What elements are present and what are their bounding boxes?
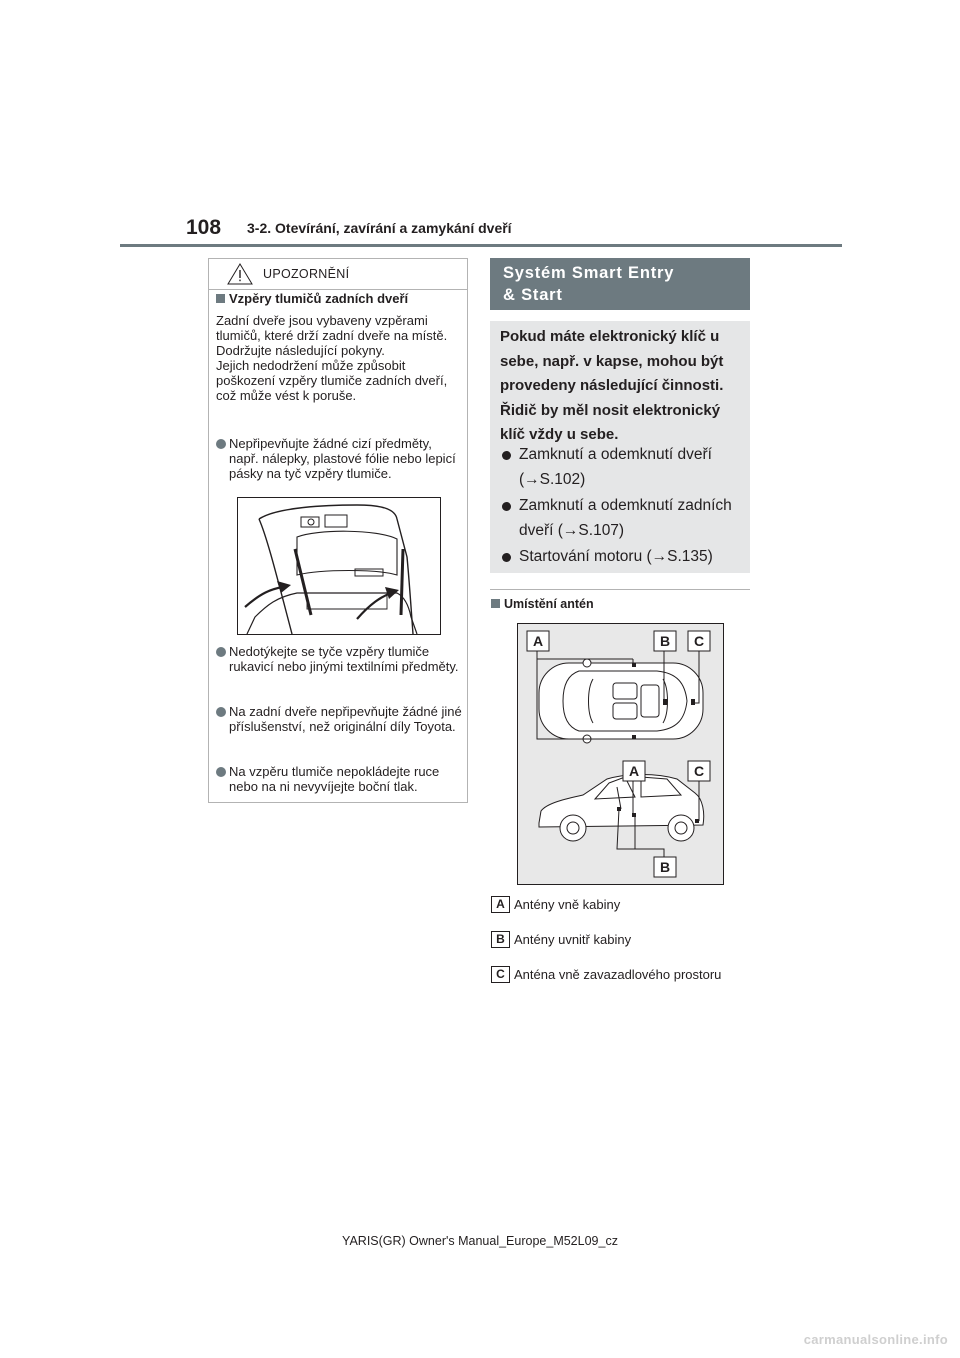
footer-text: YARIS(GR) Owner's Manual_Europe_M52L09_cz (342, 1234, 618, 1248)
diagram-label-b: B (659, 633, 671, 649)
smart-entry-intro: Pokud máte elektronický klíč u sebe, např. v kapse, mohou být provedeny následující činnosti. Řidič by měl nosit elektronický klíč vždy u sebe. (500, 328, 724, 443)
legend-text: Antény vně kabiny (514, 897, 621, 912)
smart-entry-item-text: Zamknutí a odemknutí zadních dveří (→S.107) (519, 497, 732, 539)
square-bullet-icon (216, 294, 225, 303)
caution-subheading-text: Vzpěry tlumičů zadních dveří (229, 291, 409, 306)
caution-bullet-text: Nedotýkejte se tyče vzpěry tlumiče rukavicí nebo jinými textilními předměty. (229, 644, 459, 674)
rear-door-strut-illustration (237, 497, 441, 635)
caution-bullet (216, 436, 464, 481)
smart-entry-item-text: Startování motoru (→S.135) (519, 548, 713, 565)
page-number: 108 (186, 216, 222, 239)
bullet-dot-icon (502, 502, 511, 511)
diagram-label-a: A (628, 763, 640, 779)
legend-text: Anténa vně zavazadlového prostoru (514, 967, 722, 982)
smart-entry-title: Systém Smart Entry & Start (503, 264, 675, 304)
caution-bullet-text: Na vzpěru tlumiče nepokládejte ruce nebo na ni nevyvíjejte boční tlak. (229, 764, 440, 794)
bullet-dot-icon (216, 707, 226, 717)
smart-entry-intro-box (490, 321, 750, 573)
diagram-label-a: A (532, 633, 544, 649)
caution-box (208, 258, 468, 803)
section-title: 3-2. Otevírání, zavírání a zamykání dveří (247, 220, 512, 236)
caution-title: UPOZORNĚNÍ (263, 267, 350, 281)
legend-letter: A (491, 896, 510, 913)
caution-bullet-text: Na zadní dveře nepřipevňujte žádné jiné příslušenství, než originální díly Toyota. (229, 704, 462, 734)
car-top-view (539, 659, 703, 743)
bullet-dot-icon (216, 439, 226, 449)
smart-entry-item-text: Zamknutí a odemknutí dveří (→S.102) (519, 446, 712, 488)
caution-bullet (216, 764, 464, 794)
antenna-heading (491, 597, 594, 611)
antenna-heading-text: Umístění antén (504, 597, 594, 611)
caution-subheading (216, 291, 408, 306)
header-rule (120, 244, 842, 247)
watermark: carmanualsonline.info (803, 1332, 948, 1347)
antenna-location-diagram (517, 623, 724, 885)
diagram-label-c: C (693, 763, 705, 779)
legend-text: Antény uvnitř kabiny (514, 932, 632, 947)
legend-letter: B (491, 931, 510, 948)
section-divider (490, 589, 750, 590)
bullet-dot-icon (502, 553, 511, 562)
square-bullet-icon (491, 599, 500, 608)
smart-entry-item (500, 545, 746, 570)
bullet-dot-icon (216, 767, 226, 777)
smart-entry-item (500, 443, 746, 492)
warning-triangle-icon (227, 262, 253, 286)
bullet-dot-icon (502, 451, 511, 460)
diagram-label-b: B (659, 859, 671, 875)
caution-bullet-text: Nepřipevňujte žádné cizí předměty, např. nálepky, plastové fólie nebo lepicí pásky na tyč vzpěry tlumiče. (229, 436, 456, 481)
smart-entry-item (500, 494, 746, 543)
bullet-dot-icon (216, 647, 226, 657)
smart-entry-title-box (490, 258, 750, 310)
caution-bullet (216, 644, 464, 674)
caution-body: Zadní dveře jsou vybaveny vzpěrami tlumičů, které drží zadní dveře na místě. Dodržujte následující pokyny. Jejich nedodržení může způsobit poškození vzpěry tlumiče zadních dveří, což může vést k poruše. (216, 313, 448, 403)
legend-letter: C (491, 966, 510, 983)
diagram-label-c: C (693, 633, 705, 649)
caution-bullet (216, 704, 464, 734)
caution-header (209, 259, 467, 290)
